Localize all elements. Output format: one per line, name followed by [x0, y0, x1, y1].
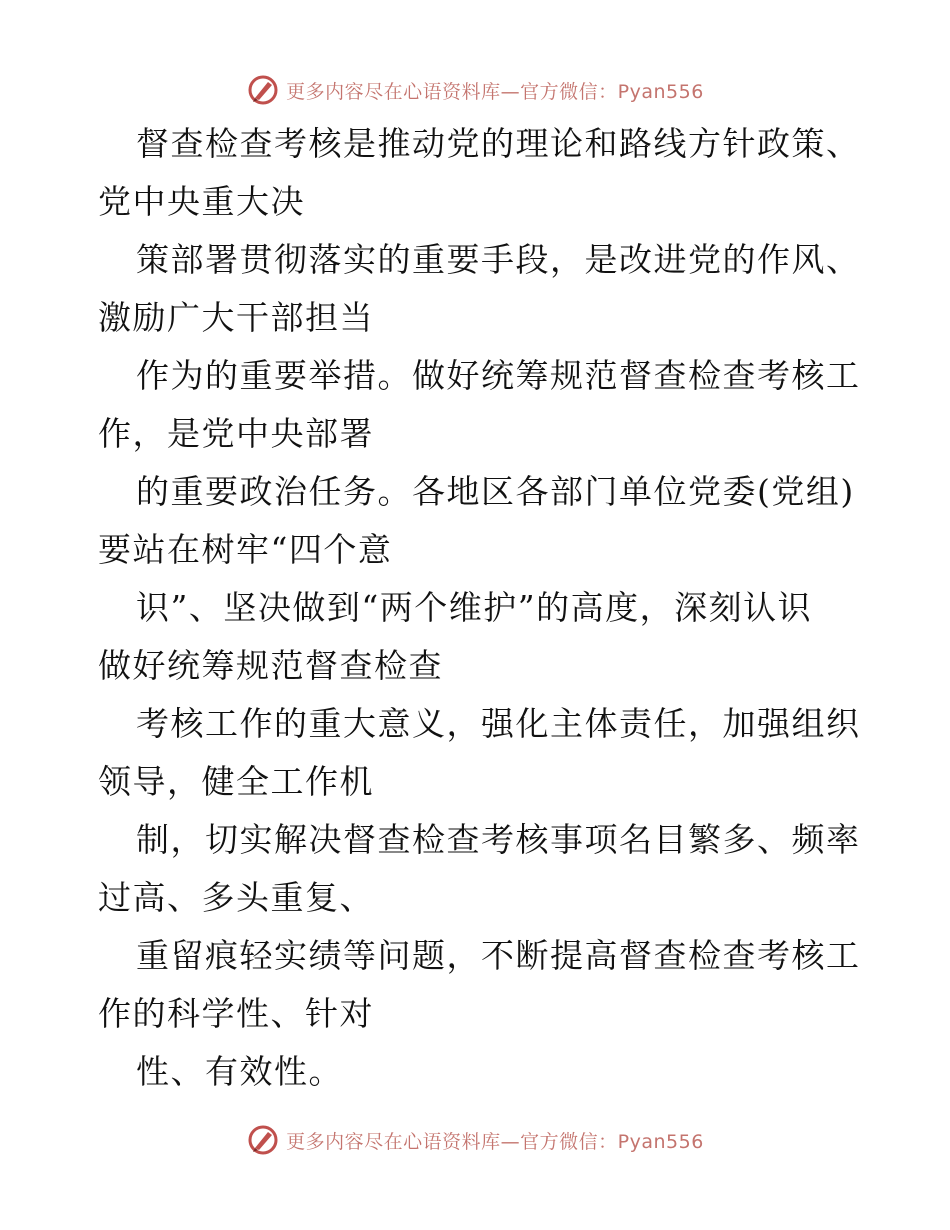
- paragraph-line: 过高、多头重复、: [98, 878, 374, 917]
- paragraph-line: 制，切实解决督查检查考核事项名目繁多、频率: [136, 820, 861, 859]
- paragraph-line: 作的科学性、针对: [98, 994, 374, 1033]
- paragraph-line: 激励广大干部担当: [98, 298, 374, 337]
- header-banner: [0, 70, 950, 110]
- banner-text: 更多内容尽在心语资料库—官方微信：Pyan556: [286, 1130, 704, 1153]
- paragraph-line: 识”、坚决做到“两个维护”的高度，深刻认识: [136, 588, 813, 627]
- banner-text: 更多内容尽在心语资料库—官方微信：Pyan556: [286, 80, 704, 103]
- pen-logo-icon: [246, 1123, 280, 1157]
- document-body: [98, 115, 861, 1101]
- footer-banner: [0, 1120, 950, 1160]
- paragraph-line: 领导，健全工作机: [98, 762, 374, 801]
- paragraph-line: 的重要政治任务。各地区各部门单位党委(党组): [136, 472, 855, 511]
- paragraph: [98, 811, 861, 927]
- paragraph-line: 性、有效性。: [136, 1052, 343, 1091]
- paragraph: [98, 1043, 858, 1101]
- pen-logo-icon: [246, 73, 280, 107]
- paragraph-line: 作为的重要举措。做好统筹规范督查检查考核工: [136, 356, 861, 395]
- paragraph: [98, 463, 858, 579]
- paragraph-line: 重留痕轻实绩等问题，不断提高督查检查考核工: [136, 936, 861, 975]
- paragraph: [98, 579, 858, 695]
- paragraph-line: 作，是党中央部署: [98, 414, 374, 453]
- paragraph-line: 做好统筹规范督查检查: [98, 646, 443, 685]
- paragraph-line: 督查检查考核是推动党的理论和路线方针政策、: [136, 124, 861, 163]
- paragraph-line: 要站在树牢“四个意: [98, 530, 393, 569]
- paragraph: [98, 231, 861, 347]
- paragraph: [98, 927, 861, 1043]
- paragraph-line: 党中央重大决: [98, 182, 305, 221]
- paragraph-line: 策部署贯彻落实的重要手段，是改进党的作风、: [136, 240, 861, 279]
- paragraph: [98, 695, 861, 811]
- paragraph: [98, 115, 861, 231]
- paragraph: [98, 347, 861, 463]
- paragraph-line: 考核工作的重大意义，强化主体责任，加强组织: [136, 704, 861, 743]
